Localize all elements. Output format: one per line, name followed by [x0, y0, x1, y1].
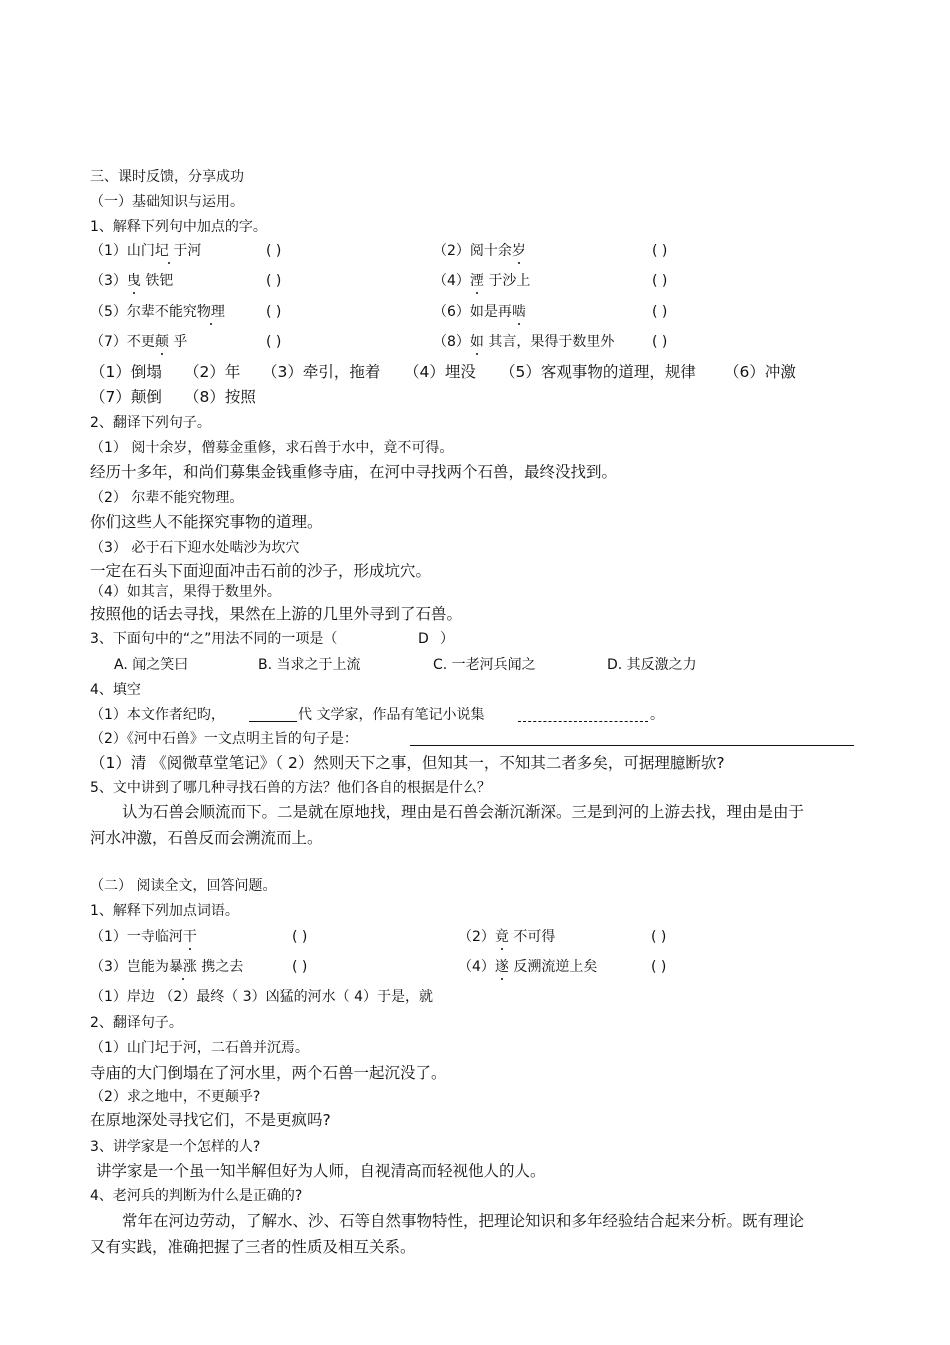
p2-q4-answer-line1: 常年在河边劳动，了解水、沙、石等自然事物特性，把理论知识和多年经验结合起来分析。既有理论 [122, 1212, 805, 1230]
dotted-char: 竟 [494, 929, 509, 945]
q2-answer: 经历十多年，和尚们募集金钱重修寺庙，在河中寻找两个石兽，最终没找到。 [90, 463, 618, 481]
q4-line1-b: 代 文学家，作品有笔记小说集 [298, 707, 485, 723]
part2-title: （二） 阅读全文，回答问题。 [90, 878, 277, 894]
q4-answer: （1）清 《阅微草堂笔记》（ 2）然则天下之事，但知其一，不知其二者多矣，可据理臆断欤? [90, 754, 725, 772]
q3-option-c: C. 一老河兵闻之 [433, 657, 536, 673]
fill-blank-line [518, 721, 648, 722]
dotted-char: 干 [182, 929, 197, 945]
p2-q3-prompt: 3、讲学家是一个怎样的人? [90, 1139, 261, 1155]
part1-title: （一）基础知识与运用。 [90, 194, 244, 210]
q5-answer-line2: 河水冲激，石兽反而会溯流而上。 [90, 829, 323, 847]
q3-answer: D [418, 631, 429, 647]
p2-q1-answer: （1）岸边 （2）最终（ 3）凶猛的河水（ 4）于是，就 [90, 989, 433, 1005]
worksheet-page: 三、课时反馈，分享成功 （一）基础知识与运用。 1、解释下列句中加点的字。 （1）山门圮 于河 ( ) （2）阅十余岁 ( ) （3）曳 铁钯 ( ) （4）湮 于沙上 ( ) （5）尔辈不能究物理 ( ) （6）如是再啮 ( ) （7）不更颠 乎 ( ) （8）如 其言，果得于数里外 ( ) （1）倒塌 （2）年 （3）牵引，拖着 （4）埋没 （5）客观事物的道理，规律 （6）冲激 （7）颠倒 （8）按照 2、翻译下列句子。 （1） 阅十余岁，僧募金重修，求石兽于水中，竟不可得。 经历十多年，和尚们募集金钱重修寺庙，在河中寻找两个石兽，最终没找到。 （2） 尔辈不能究物理。 你们这些人不能探究事物的道理。 （3） 必于石下迎水处啮沙为坎穴 一定在石头下面迎面冲击石前的沙子，形成坑穴。 （4）如其言，果得于数里外。 按照他的话去寻找，果然在上游的几里外寻到了石兽。 3、下面句中的“之”用法不同的一项是（ D ） A. 闻之笑曰 B. 当求之于上流 C. 一老河兵闻之 D. 其反激之力 4、填空 （1）本文作者纪昀， 代 文学家，作品有笔记小说集 。 （2）《河中石兽》一文点明主旨的句子是： （1）清 《阅微草堂笔记》（ 2）然则天下之事，但知其一，不知其二者多矣，可据理臆断欤? 5、文中讲到了哪几种寻找石兽的方法？他们各自的根据是什么？ 认为石兽会顺流而下。二是就在原地找，理由是石兽会渐沉渐深。三是到河的上游去找，理由是由于 河水冲激，石兽反而会溯流而上。 （二） 阅读全文，回答问题。 1、解释下列加点词语。 （1）一寺临河干 ( ) （2）竟 不可得 ( ) （3）岂能为暴涨 携之去 ( ) （4）遂 反溯流逆上矣 ( ) （1）岸边 （2）最终（ 3）凶猛的河水（ 4）于是，就 2、翻译句子。 （1）山门圮于河，二石兽并沉焉。 寺庙的大门倒塌在了河水里，两个石兽一起沉没了。 （2）求之地中，不更颠乎? 在原地深处寻找它们，不是更疯吗? 3、讲学家是一个怎样的人? 讲学家是一个虽一知半解但好为人师，自视清高而轻视他人的人。 4、老河兵的判断为什么是正确的? 常年在河边劳动，了解水、沙、石等自然事物特性，把理论知识和多年经验结合起来分析。既有理论 又有实践，准确把握了三者的性质及相互关系。 [0, 0, 950, 1345]
p2-q2-answer: 寺庙的大门倒塌在了河水里，两个石兽一起沉没了。 [90, 1064, 447, 1082]
answer-blank: ( ) [651, 959, 667, 975]
q2-answer: 按照他的话去寻找，果然在上游的几里外寻到了石兽。 [90, 605, 463, 623]
p2-q1-prompt: 1、解释下列加点词语。 [90, 903, 239, 919]
dotted-char: 啮 [511, 304, 526, 320]
fill-blank-line [410, 745, 854, 746]
answer-blank: ( ) [292, 929, 308, 945]
q5-prompt: 5、文中讲到了哪几种寻找石兽的方法？他们各自的根据是什么？ [90, 780, 491, 796]
answer-blank: ( ) [266, 243, 282, 259]
q4-line1-c: 。 [650, 707, 664, 723]
p2-q2-question: （2）求之地中，不更颠乎? [90, 1089, 261, 1105]
q4-line2: （2）《河中石兽》一文点明主旨的句子是： [90, 731, 358, 747]
q2-question: （3） 必于石下迎水处啮沙为坎穴 [90, 540, 300, 556]
q3-prompt: 3、下面句中的“之”用法不同的一项是（ [90, 631, 338, 647]
section-title: 三、课时反馈，分享成功 [90, 169, 244, 185]
q3-close-paren: ） [440, 631, 454, 647]
answer-blank: ( ) [651, 929, 667, 945]
dotted-char: 物理 [196, 304, 225, 320]
q2-question: （2） 尔辈不能究物理。 [90, 490, 244, 506]
q3-option-a: A. 闻之笑曰 [114, 657, 189, 673]
q1-prompt: 1、解释下列句中加点的字。 [90, 219, 267, 235]
q2-prompt: 2、翻译下列句子。 [90, 415, 211, 431]
p2-q2-answer: 在原地深处寻找它们，不是更疯吗? [90, 1111, 331, 1129]
q3-option-d: D. 其反激之力 [607, 657, 697, 673]
q2-answer: 一定在石头下面迎面冲击石前的沙子，形成坑穴。 [90, 562, 432, 580]
q5-answer-line1: 认为石兽会顺流而下。二是就在原地找，理由是石兽会渐沉渐深。三是到河的上游去找，理由是由于 [122, 803, 805, 821]
q2-question: （4）如其言，果得于数里外。 [90, 584, 281, 600]
dotted-char: 曳 [126, 273, 141, 289]
q2-answer: 你们这些人不能探究事物的道理。 [90, 513, 323, 531]
dotted-char: 岁 [511, 243, 526, 259]
answer-blank: ( ) [652, 243, 668, 259]
fill-blank-line [249, 721, 297, 722]
answer-blank: ( ) [652, 334, 668, 350]
p2-q2-question: （1）山门圮于河，二石兽并沉焉。 [90, 1040, 309, 1056]
dotted-char: 遂 [494, 959, 509, 975]
p2-q2-prompt: 2、翻译句子。 [90, 1015, 183, 1031]
q4-line1-a: （1）本文作者纪昀， [90, 707, 225, 723]
q3-option-b: B. 当求之于上流 [258, 657, 361, 673]
p2-q4-answer-line2: 又有实践，准确把握了三者的性质及相互关系。 [90, 1238, 416, 1256]
dotted-char: 湮 [469, 273, 484, 289]
dotted-char: 如 [469, 334, 484, 350]
p2-q3-answer: 讲学家是一个虽一知半解但好为人师，自视清高而轻视他人的人。 [96, 1162, 546, 1180]
p2-q4-prompt: 4、老河兵的判断为什么是正确的? [90, 1188, 303, 1204]
answer-blank: ( ) [652, 304, 668, 320]
answer-blank: ( ) [266, 304, 282, 320]
dotted-char: 暴涨 [168, 959, 197, 975]
answer-blank: ( ) [266, 334, 282, 350]
answer-blank: ( ) [652, 273, 668, 289]
q4-prompt: 4、填空 [90, 682, 141, 698]
q2-question: （1） 阅十余岁，僧募金重修，求石兽于水中，竟不可得。 [90, 440, 454, 456]
dotted-char: 颠 [154, 334, 169, 350]
answer-blank: ( ) [266, 273, 282, 289]
answer-blank: ( ) [292, 959, 308, 975]
